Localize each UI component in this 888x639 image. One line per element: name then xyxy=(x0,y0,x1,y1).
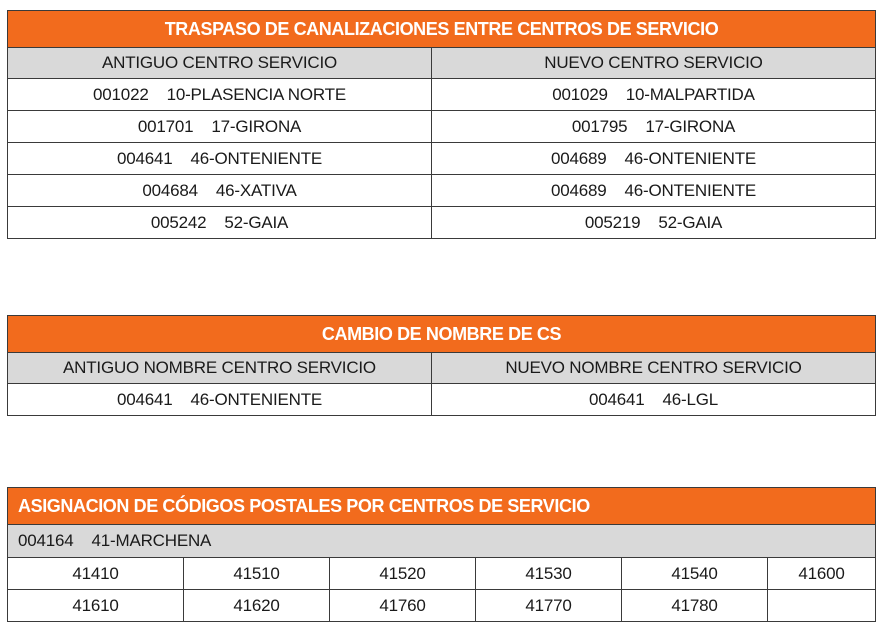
postal-code-cell: 41610 xyxy=(8,590,184,622)
old-center-cell xyxy=(8,111,432,143)
cambio-col-new: NUEVO NOMBRE CENTRO SERVICIO xyxy=(432,353,876,384)
asignacion-cp-table xyxy=(7,487,876,622)
postal-code-cell: 41770 xyxy=(476,590,622,622)
new-center-name: 10-MALPARTIDA xyxy=(625,84,755,104)
table-row xyxy=(8,111,876,143)
postal-code-cell xyxy=(768,590,876,622)
table-row xyxy=(8,384,876,416)
old-center-code: 001022 xyxy=(93,84,149,104)
table-row xyxy=(8,175,876,207)
traspaso-col-new: NUEVO CENTRO SERVICIO xyxy=(432,48,876,79)
postal-code-cell: 41540 xyxy=(622,558,768,590)
new-center-code: 005219 xyxy=(584,212,641,232)
new-center-code: 001795 xyxy=(571,116,628,136)
center-code: 004164 xyxy=(18,531,74,550)
new-center-code: 004641 xyxy=(588,389,645,409)
postal-code-cell: 41780 xyxy=(622,590,768,622)
traspaso-col-old: ANTIGUO CENTRO SERVICIO xyxy=(8,48,432,79)
asignacion-title: ASIGNACION DE CÓDIGOS POSTALES POR CENTROS DE SERVICIO xyxy=(8,488,876,525)
old-center-name: 46-XATIVA xyxy=(215,180,297,200)
old-center-cell xyxy=(8,207,432,239)
old-center-name: 46-ONTENIENTE xyxy=(190,389,323,409)
new-center-cell xyxy=(432,143,876,175)
new-center-code: 004689 xyxy=(550,148,607,168)
table-row xyxy=(8,590,876,622)
center-name: 41-MARCHENA xyxy=(91,531,212,550)
postal-code-cell: 41530 xyxy=(476,558,622,590)
traspaso-table xyxy=(7,10,876,239)
cambio-title: CAMBIO DE NOMBRE DE CS xyxy=(8,316,876,353)
table-row xyxy=(8,207,876,239)
new-center-cell xyxy=(432,79,876,111)
table-row xyxy=(8,143,876,175)
old-center-code: 005242 xyxy=(150,212,207,232)
table-row xyxy=(8,79,876,111)
old-center-code: 001701 xyxy=(137,116,194,136)
old-center-name: 10-PLASENCIA NORTE xyxy=(166,84,346,104)
new-center-code: 001029 xyxy=(552,84,608,104)
new-center-name: 46-LGL xyxy=(662,389,719,409)
new-center-name: 46-ONTENIENTE xyxy=(624,180,757,200)
old-center-code: 004641 xyxy=(116,389,173,409)
postal-code-cell: 41410 xyxy=(8,558,184,590)
postal-code-cell: 41510 xyxy=(184,558,330,590)
postal-code-cell: 41760 xyxy=(330,590,476,622)
old-center-name: 46-ONTENIENTE xyxy=(190,148,323,168)
old-center-code: 004641 xyxy=(116,148,173,168)
old-center-cell xyxy=(8,175,432,207)
postal-code-cell: 41600 xyxy=(768,558,876,590)
new-name-cell xyxy=(432,384,876,416)
table-row xyxy=(8,558,876,590)
new-center-cell xyxy=(432,111,876,143)
new-center-name: 52-GAIA xyxy=(658,212,723,232)
new-center-cell xyxy=(432,207,876,239)
old-name-cell xyxy=(8,384,432,416)
old-center-code: 004684 xyxy=(142,180,198,200)
old-center-name: 17-GIRONA xyxy=(211,116,302,136)
postal-code-cell: 41620 xyxy=(184,590,330,622)
new-center-name: 17-GIRONA xyxy=(645,116,736,136)
new-center-code: 004689 xyxy=(550,180,607,200)
postal-code-cell: 41520 xyxy=(330,558,476,590)
new-center-cell xyxy=(432,175,876,207)
old-center-cell xyxy=(8,143,432,175)
center-header xyxy=(8,525,876,558)
cambio-col-old: ANTIGUO NOMBRE CENTRO SERVICIO xyxy=(8,353,432,384)
old-center-cell xyxy=(8,79,432,111)
traspaso-title: TRASPASO DE CANALIZACIONES ENTRE CENTROS DE SERVICIO xyxy=(8,11,876,48)
cambio-nombre-table xyxy=(7,315,876,416)
new-center-name: 46-ONTENIENTE xyxy=(624,148,757,168)
old-center-name: 52-GAIA xyxy=(224,212,289,232)
